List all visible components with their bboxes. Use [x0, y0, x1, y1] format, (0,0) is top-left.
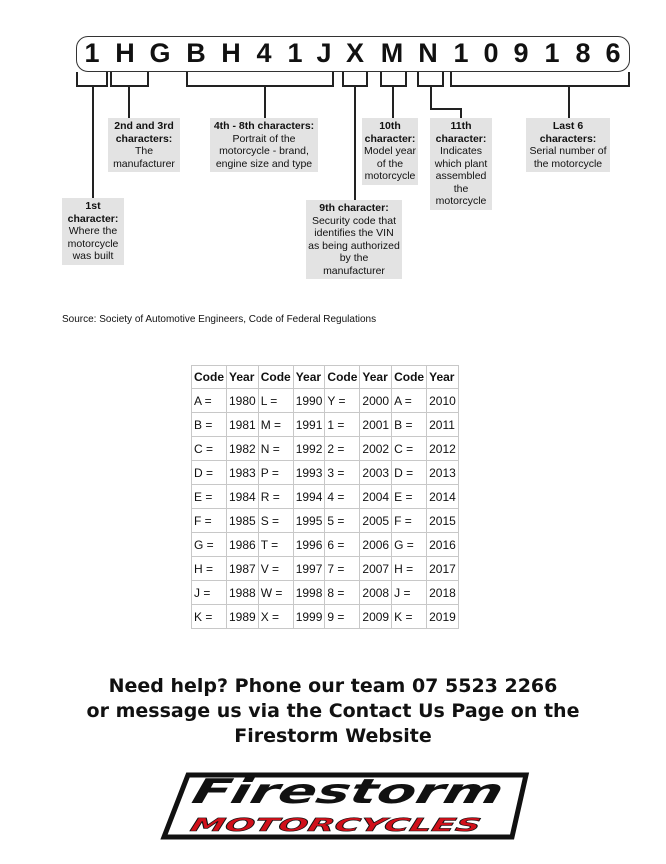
label-1st	[62, 198, 124, 265]
year-cell: 2001	[360, 413, 392, 437]
help-line-contact: or message us via the Contact Us Page on the	[86, 700, 580, 722]
table-row	[192, 533, 459, 557]
code-cell: C =	[192, 437, 227, 461]
label-title: Last 6 characters:	[539, 120, 597, 145]
code-cell: K =	[392, 605, 427, 629]
table-header	[192, 366, 459, 389]
help-text	[0, 674, 666, 749]
vin-character: 1	[287, 38, 303, 68]
vin-character: N	[418, 38, 438, 68]
year-cell: 1991	[293, 413, 325, 437]
label-desc: Serial number of the motorcycle	[529, 145, 607, 170]
table-row	[192, 557, 459, 581]
column-header: Code	[392, 366, 427, 389]
column-header: Code	[192, 366, 227, 389]
year-cell: 1981	[227, 413, 259, 437]
code-cell: D =	[192, 461, 227, 485]
code-cell: 7 =	[325, 557, 360, 581]
table-row	[192, 437, 459, 461]
column-header: Code	[258, 366, 293, 389]
table-row	[192, 509, 459, 533]
year-cell: 1984	[227, 485, 259, 509]
column-header: Year	[227, 366, 259, 389]
bracket-line	[366, 72, 368, 85]
year-cell: 2004	[360, 485, 392, 509]
bracket-line	[128, 85, 130, 118]
year-cell: 1980	[227, 389, 259, 413]
code-cell: E =	[392, 485, 427, 509]
label-desc: Security code that identifies the VIN as being authorized by the manufacturer	[308, 214, 400, 277]
bracket-line	[354, 85, 356, 200]
code-cell: H =	[392, 557, 427, 581]
code-cell: V =	[258, 557, 293, 581]
code-cell: W =	[258, 581, 293, 605]
code-cell: J =	[392, 581, 427, 605]
year-cell: 2006	[360, 533, 392, 557]
label-desc: Indicates which plant assembled the motorcycle	[434, 145, 488, 207]
vin-character: J	[316, 38, 332, 68]
year-cell: 2002	[360, 437, 392, 461]
vin-character: 1	[453, 38, 469, 68]
vin-character: 0	[483, 38, 499, 68]
label-title: 2nd and 3rd characters:	[114, 120, 174, 145]
bracket-line	[92, 85, 94, 198]
label-11th	[430, 118, 492, 210]
year-cell: 2010	[427, 389, 459, 413]
code-cell: 9 =	[325, 605, 360, 629]
bracket-line	[106, 72, 108, 85]
code-cell: 1 =	[325, 413, 360, 437]
code-cell: A =	[192, 389, 227, 413]
year-cell: 2008	[360, 581, 392, 605]
help-line-website: Firestorm Website	[234, 725, 432, 747]
year-cell: 2018	[427, 581, 459, 605]
code-cell: H =	[192, 557, 227, 581]
bracket-line	[76, 72, 78, 85]
table-row	[192, 581, 459, 605]
label-title: 10th character:	[364, 120, 416, 145]
code-cell: 3 =	[325, 461, 360, 485]
year-cell: 2017	[427, 557, 459, 581]
vin-character: 8	[575, 38, 591, 68]
bracket-line	[110, 72, 112, 85]
vin-character: H	[221, 38, 241, 68]
vin-character: H	[115, 38, 135, 68]
code-cell: X =	[258, 605, 293, 629]
column-header: Year	[293, 366, 325, 389]
bracket-line	[430, 85, 432, 108]
logo-motorcycles: MOTORCYCLES	[188, 815, 344, 836]
label-title: 4th - 8th characters:	[213, 120, 315, 132]
label-title: 1st character:	[67, 200, 119, 225]
code-cell: M =	[258, 413, 293, 437]
help-line-phone: Need help? Phone our team 07 5523 2266	[108, 675, 558, 697]
code-cell: 2 =	[325, 437, 360, 461]
bracket-line	[186, 85, 334, 87]
code-cell: Y =	[325, 389, 360, 413]
code-cell: A =	[392, 389, 427, 413]
year-cell: 1989	[227, 605, 259, 629]
firestorm-logo	[160, 772, 530, 840]
column-header: Code	[325, 366, 360, 389]
year-cell: 1987	[227, 557, 259, 581]
year-cell: 2009	[360, 605, 392, 629]
year-cell: 1983	[227, 461, 259, 485]
vin-character: 1	[544, 38, 560, 68]
label-10th	[362, 118, 418, 185]
table-row	[192, 413, 459, 437]
column-header: Year	[427, 366, 459, 389]
vin-character: 1	[84, 38, 100, 68]
label-2nd-3rd	[108, 118, 180, 172]
column-header: Year	[360, 366, 392, 389]
logo-firestorm: Firestorm	[188, 772, 385, 812]
code-cell: 4 =	[325, 485, 360, 509]
label-last-6	[526, 118, 610, 172]
code-cell: L =	[258, 389, 293, 413]
year-cell: 1993	[293, 461, 325, 485]
bracket-line	[628, 72, 630, 85]
vin-character: 4	[256, 38, 272, 68]
code-cell: S =	[258, 509, 293, 533]
code-cell: J =	[192, 581, 227, 605]
vin-character: M	[380, 38, 404, 68]
bracket-line	[147, 72, 149, 85]
bracket-line	[342, 72, 344, 85]
year-cell: 1998	[293, 581, 325, 605]
bracket-line	[332, 72, 334, 85]
year-cell: 2000	[360, 389, 392, 413]
vin-character: 6	[605, 38, 621, 68]
vin-character: B	[186, 38, 206, 68]
table-row	[192, 485, 459, 509]
year-cell: 2012	[427, 437, 459, 461]
label-4th-8th	[210, 118, 318, 172]
year-cell: 2014	[427, 485, 459, 509]
year-cell: 1990	[293, 389, 325, 413]
code-cell: N =	[258, 437, 293, 461]
code-cell: B =	[192, 413, 227, 437]
label-desc: The manufacturer	[113, 145, 175, 170]
year-cell: 1982	[227, 437, 259, 461]
bracket-line	[442, 72, 444, 85]
code-cell: 6 =	[325, 533, 360, 557]
table-row	[192, 389, 459, 413]
year-cell: 2011	[427, 413, 459, 437]
source-note: Source: Society of Automotive Engineers, Code of Federal Regulations	[62, 314, 377, 325]
label-desc: Model year of the motorcycle	[364, 145, 416, 182]
code-cell: G =	[392, 533, 427, 557]
label-title: 11th character:	[435, 120, 487, 145]
label-desc: Where the motorcycle was built	[67, 225, 119, 262]
year-cell: 1995	[293, 509, 325, 533]
year-cell: 2013	[427, 461, 459, 485]
year-cell: 2019	[427, 605, 459, 629]
vin-character: 9	[513, 38, 529, 68]
label-9th	[306, 200, 402, 279]
year-cell: 2016	[427, 533, 459, 557]
table-row	[192, 461, 459, 485]
code-cell: 5 =	[325, 509, 360, 533]
code-cell: F =	[192, 509, 227, 533]
code-cell: R =	[258, 485, 293, 509]
bracket-line	[417, 72, 419, 85]
bracket-line	[430, 108, 460, 110]
code-cell: D =	[392, 461, 427, 485]
vin-character: X	[345, 38, 365, 68]
bracket-line	[264, 85, 266, 118]
bracket-line	[405, 72, 407, 85]
bracket-line	[186, 72, 188, 85]
code-cell: G =	[192, 533, 227, 557]
bracket-line	[380, 72, 382, 85]
code-cell: E =	[192, 485, 227, 509]
year-cell: 1988	[227, 581, 259, 605]
code-cell: T =	[258, 533, 293, 557]
bracket-line	[450, 72, 452, 85]
model-year-table	[191, 365, 459, 629]
year-cell: 1994	[293, 485, 325, 509]
bracket-line	[460, 108, 462, 118]
code-cell: F =	[392, 509, 427, 533]
year-cell: 1997	[293, 557, 325, 581]
year-cell: 2015	[427, 509, 459, 533]
code-cell: 8 =	[325, 581, 360, 605]
year-cell: 1992	[293, 437, 325, 461]
label-title: 9th character:	[319, 202, 389, 214]
bracket-line	[450, 85, 630, 87]
code-cell: P =	[258, 461, 293, 485]
year-cell: 1999	[293, 605, 325, 629]
code-cell: C =	[392, 437, 427, 461]
code-cell: B =	[392, 413, 427, 437]
bracket-line	[392, 85, 394, 118]
year-cell: 1985	[227, 509, 259, 533]
year-cell: 2007	[360, 557, 392, 581]
year-cell: 2003	[360, 461, 392, 485]
year-cell: 1986	[227, 533, 259, 557]
year-cell: 1996	[293, 533, 325, 557]
table-row	[192, 605, 459, 629]
vin-character: G	[149, 38, 171, 68]
bracket-line	[568, 85, 570, 118]
code-cell: K =	[192, 605, 227, 629]
label-desc: Portrait of the motorcycle - brand, engine size and type	[215, 132, 313, 170]
year-cell: 2005	[360, 509, 392, 533]
